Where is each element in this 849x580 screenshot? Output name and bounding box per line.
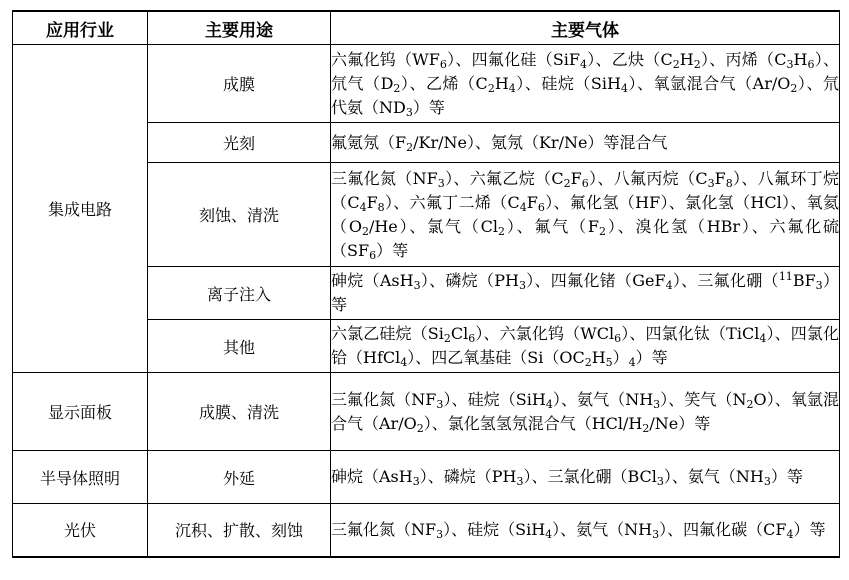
table-row	[13, 373, 840, 451]
gas-cell: 砷烷（AsH$_3$）、磷烷$(PH_3)$、三氯化硼（BCl$_3$）、氨气$(NH_3)$等	[331, 451, 840, 504]
use-cell: 成膜、清洗	[148, 373, 331, 451]
use-cell: 光刻	[148, 123, 331, 163]
use-cell: 沉积、扩散、刻蚀	[148, 504, 331, 557]
use-cell: 离子注入	[148, 267, 331, 320]
industry-cell: 集成电路	[13, 45, 148, 373]
table-row	[13, 45, 840, 123]
use-cell: 成膜	[148, 45, 331, 123]
header-gas: 主要气体	[331, 11, 840, 45]
industry-cell: 半导体照明	[13, 451, 148, 504]
header-industry: 应用行业	[13, 11, 148, 45]
header-use: 主要用途	[148, 11, 331, 45]
gas-cell: 三氟化氮$(NF_3)$、硅烷（SiH$_4$）、氨气$(NH_3)$、笑气$(N_2O)$、氧氩混合气$(Ar/O_2)$、氯化氢氢氖混合气$(HCl/H_2/Ne)$等	[331, 373, 840, 451]
gas-cell: 六氟化钨$(WF_6)$、四氟化硅（SiF$_4$）、乙炔$(C_2H_2)$、丙烯$(C_3H_6)$、氘气$(D_2)$、乙烯$(C_2H_4)$、硅烷（SiH$_4$）、氧氩混合气$(Ar/O_2)$、氘代氨$(ND_3)$等	[331, 45, 840, 123]
gas-cell: 三氟化氮$(NF_3)$、六氟乙烷$(C_2F_6)$、八氟丙烷$(C_3F_8)$、八氟环丁烷$(C_4F_8)$、六氟丁二烯$(C_4F_6)$、氟化氢（HF）、氯化氢（HCl）、氧氦$(O_2/He)$、氯气$(Cl_2)$、氟气$(F_2)$、溴化氢（HBr）、六氟化硫$(SF_6)$等	[331, 163, 840, 267]
gas-cell: 六氯乙硅烷$(Si_2Cl_6)$、六氯化钨（WCl$_6$）、四氯化钛（TiCl$_4$）、四氯化铪（HfCl$_4$）、四乙氧基硅$(Si(OC_2H_5)_4)$等	[331, 320, 840, 373]
header-row	[13, 11, 840, 45]
use-cell: 其他	[148, 320, 331, 373]
gas-cell: 砷烷（AsH$_3$）、磷烷$(PH_3)$、四氟化锗（GeF$_4$）、三氟化硼$(^{11}BF_3)$等	[331, 267, 840, 320]
use-cell: 刻蚀、清洗	[148, 163, 331, 267]
gas-cell: 三氟化氮$(NF_3)$、硅烷（SiH$_4$）、氨气$(NH_3)$、四氟化碳$(CF_4)$等	[331, 504, 840, 557]
industry-cell: 光伏	[13, 504, 148, 557]
industry-cell: 显示面板	[13, 373, 148, 451]
use-cell: 外延	[148, 451, 331, 504]
gas-table	[12, 10, 840, 558]
gas-cell: 氟氪氖$(F_2/Kr/Ne)$、氪氖（Kr/Ne）等混合气	[331, 123, 840, 163]
table-row	[13, 504, 840, 557]
table-row	[13, 451, 840, 504]
